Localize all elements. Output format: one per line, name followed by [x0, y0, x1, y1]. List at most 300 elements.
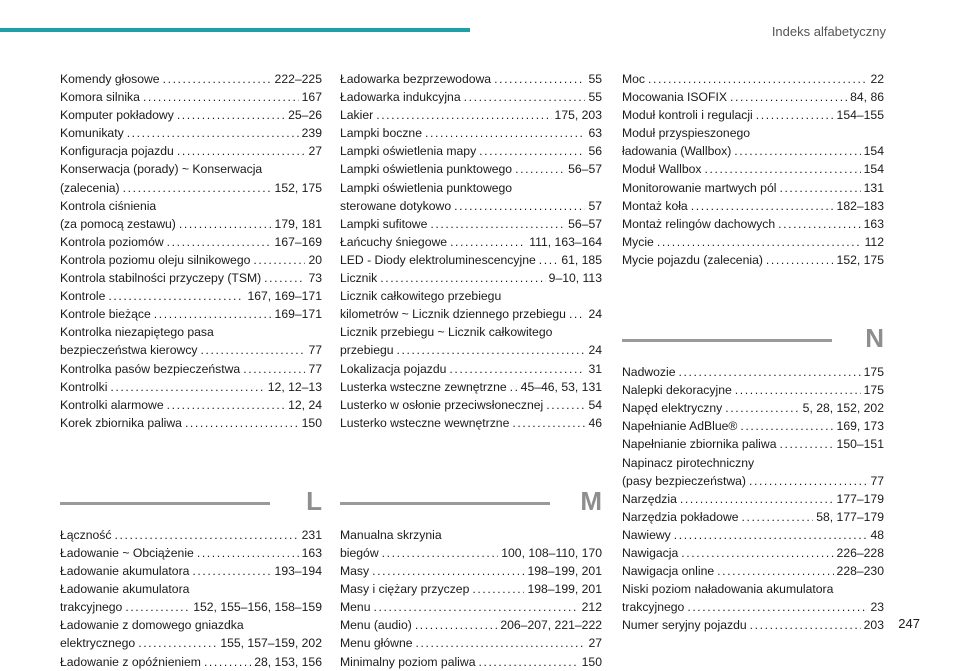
index-entry-pages: 56–57 [568, 162, 602, 177]
index-entry-term: bezpieczeństwa kierowcy [60, 343, 198, 358]
index-entry-term-line: Moduł przyspieszonego [622, 126, 751, 141]
index-entry [622, 435, 884, 453]
index-entry-pages: 12, 12–13 [267, 379, 322, 394]
index-entry-row [622, 179, 884, 197]
index-entry-pages: 154 [863, 162, 884, 177]
dot-leader [372, 562, 524, 580]
dot-leader [478, 653, 578, 671]
dot-leader [376, 106, 551, 124]
index-entry-pages: 63 [588, 126, 602, 141]
index-entry [622, 508, 884, 526]
section-divider [340, 502, 550, 505]
index-entry-row [60, 88, 322, 106]
dot-leader [416, 634, 586, 652]
index-entry-term: Kontrolki alarmowe [60, 397, 164, 412]
dot-leader [154, 305, 272, 323]
index-entry-row [60, 70, 322, 88]
index-entry-row [622, 490, 884, 508]
index-column-2 [340, 70, 602, 671]
index-entry-term: Menu (audio) [340, 618, 412, 633]
index-entry-row [622, 215, 884, 233]
dot-leader [380, 269, 545, 287]
index-entry-pages: 12, 24 [288, 397, 322, 412]
index-entry-row [60, 378, 322, 396]
index-entry [622, 562, 884, 580]
index-entry [340, 287, 602, 323]
index-entry-term: Lusterka wsteczne zewnętrzne [340, 379, 507, 394]
dot-leader [115, 526, 299, 544]
index-entry-pages: 182–183 [836, 198, 884, 213]
index-entry-row [622, 616, 884, 634]
index-entry [622, 580, 884, 616]
index-entry [340, 653, 602, 671]
index-entry-pages: 154–155 [836, 108, 884, 123]
dot-leader [569, 305, 586, 323]
index-entry-row [60, 562, 322, 580]
index-entry-row [340, 598, 602, 616]
index-entry-term: LED - Diody elektroluminescencyjne [340, 252, 536, 267]
index-entry [60, 233, 322, 251]
index-entry-pages: 100, 108–110, 170 [501, 545, 602, 560]
index-entry-row [340, 305, 602, 323]
dot-leader [735, 381, 861, 399]
index-entry [340, 616, 602, 634]
index-entry-term: Lampki sufitowe [340, 216, 428, 231]
index-entry-row [340, 269, 602, 287]
index-entry [340, 88, 602, 106]
index-entry-row [340, 160, 602, 178]
dot-leader [512, 414, 585, 432]
index-entry-term: Moduł kontroli i regulacji [622, 108, 753, 123]
index-entry-pages: 167 [301, 90, 322, 105]
index-entry-term: Komendy głosowe [60, 72, 160, 86]
index-entry-term: Monitorowanie martwych pól [622, 180, 777, 195]
dot-leader [253, 251, 305, 269]
index-entry [340, 251, 602, 269]
index-entry-term: Ładowanie ~ Obciążenie [60, 545, 194, 560]
index-entry [60, 197, 322, 233]
index-entry-term: Napełnianie AdBlue® [622, 419, 738, 434]
index-entry [60, 251, 322, 269]
index-entry-term: Napełnianie zbiornika paliwa [622, 437, 777, 452]
index-entry-term-line: Ładowanie akumulatora [60, 582, 190, 597]
index-entry [622, 399, 884, 417]
index-entry-row [622, 562, 884, 580]
index-entry-term: Komputer pokładowy [60, 108, 174, 123]
index-entry-pages: 222–225 [274, 72, 322, 86]
index-entry [60, 396, 322, 414]
index-entry-row [622, 508, 884, 526]
index-entry-pages: 198–199, 201 [527, 582, 602, 597]
index-entry [60, 360, 322, 378]
index-entry [340, 179, 602, 215]
index-entry [340, 396, 602, 414]
index-entry-term-line: Kontrola ciśnienia [60, 198, 157, 213]
index-entry-pages: 131 [863, 180, 884, 195]
index-entry-term: Napęd elektryczny [622, 401, 723, 416]
index-entry-term: Menu główne [340, 636, 413, 651]
index-entry-row [340, 341, 602, 359]
index-entry-row [60, 179, 322, 197]
index-entry-row [340, 142, 602, 160]
index-entry-term: Nadwozie [622, 365, 676, 380]
index-entry-pages: 31 [588, 361, 602, 376]
index-entry [60, 562, 322, 580]
index-entry-term: Kontrole [60, 289, 106, 304]
dot-leader [681, 544, 833, 562]
index-entry-term: (pasy bezpieczeństwa) [622, 473, 746, 488]
index-entry [340, 414, 602, 432]
index-entry-term: Montaż relingów dachowych [622, 216, 776, 231]
index-entry [60, 323, 322, 359]
index-entry [60, 378, 322, 396]
dot-leader [143, 88, 299, 106]
index-entry [622, 526, 884, 544]
index-entry [60, 88, 322, 106]
index-entry-row [340, 562, 602, 580]
dot-leader [717, 562, 833, 580]
index-entry-row [60, 544, 322, 562]
index-entry [60, 305, 322, 323]
index-entry [60, 160, 322, 196]
index-entry-pages: 24 [588, 307, 602, 322]
index-entry [622, 197, 884, 215]
index-entry-term: kilometrów ~ Licznik dziennego przebiegu [340, 307, 566, 322]
index-entry-term: Minimalny poziom paliwa [340, 654, 476, 669]
index-entry-term: Kontrola poziomów [60, 234, 164, 249]
dot-leader [179, 215, 272, 233]
index-entry [340, 378, 602, 396]
index-entry-row [340, 396, 602, 414]
dot-leader [648, 70, 867, 88]
index-entry-row [340, 88, 602, 106]
index-entry-pages: 203 [863, 618, 884, 633]
index-entry-pages: 152, 175 [274, 180, 322, 195]
index-entry-pages: 61, 185 [561, 252, 602, 267]
dot-leader [464, 88, 586, 106]
index-entry-term: Lampki oświetlenia mapy [340, 144, 477, 159]
dot-leader [766, 251, 834, 269]
index-entry [622, 70, 884, 88]
dot-leader [687, 598, 867, 616]
index-entry-row [60, 414, 322, 432]
index-entry-term: Mycie [622, 234, 654, 249]
index-entry [60, 414, 322, 432]
index-entry-term: Nawigacja [622, 545, 679, 560]
index-entry [60, 616, 322, 652]
index-entry-row [622, 417, 884, 435]
index-entry-row [622, 142, 884, 160]
dot-leader [138, 634, 217, 652]
index-entry-term-line: Manualna skrzynia [340, 527, 442, 542]
dot-leader [734, 142, 860, 160]
index-entry-term: Ładowanie akumulatora [60, 564, 190, 579]
dot-leader [657, 233, 862, 251]
index-entry-row [60, 598, 322, 616]
dot-leader [197, 544, 299, 562]
index-entry [340, 580, 602, 598]
index-entry-row [60, 269, 322, 287]
index-entry-row [60, 106, 322, 124]
index-entry-term: Lusterko w osłonie przeciwsłonecznej [340, 397, 544, 412]
index-entry [340, 106, 602, 124]
index-entry [622, 544, 884, 562]
index-entry-term-line: Niski poziom naładowania akumulatora [622, 582, 834, 597]
index-entry-row [622, 399, 884, 417]
index-entry-row [622, 435, 884, 453]
index-entry-term: Mocowania ISOFIX [622, 90, 727, 105]
index-entry [622, 381, 884, 399]
index-entry-pages: 175 [863, 383, 884, 398]
index-entry-term: Menu [340, 600, 371, 615]
dot-leader [679, 363, 861, 381]
index-entry [60, 580, 322, 616]
index-entry-pages: 22 [870, 72, 884, 86]
index-entry-term: przebiegu [340, 343, 394, 358]
index-entry [340, 634, 602, 652]
index-entry-row [340, 653, 602, 671]
index-entry-row [622, 197, 884, 215]
index-entry-pages: 56 [588, 144, 602, 159]
dot-leader [749, 472, 867, 490]
dot-leader [725, 399, 799, 417]
dot-leader [425, 124, 585, 142]
index-entry-term: Nawiewy [622, 527, 671, 542]
dot-leader [674, 526, 868, 544]
index-entry-row [340, 251, 602, 269]
index-entry [340, 70, 602, 88]
dot-leader [201, 341, 306, 359]
index-entry-term: Korek zbiornika paliwa [60, 415, 182, 430]
header-accent-bar [0, 28, 470, 32]
index-entry-term: Komunikaty [60, 126, 124, 141]
index-entry [340, 562, 602, 580]
dot-leader [204, 653, 251, 671]
dot-leader [479, 142, 585, 160]
index-entry-row [60, 124, 322, 142]
index-entry-term: Kontrola stabilności przyczepy (TSM) [60, 271, 262, 286]
index-entry [340, 598, 602, 616]
index-entry [60, 544, 322, 562]
index-entry-pages: 152, 175 [836, 252, 884, 267]
index-entry [622, 88, 884, 106]
index-entry-pages: 155, 157–159, 202 [220, 636, 322, 651]
index-entry-row [340, 197, 602, 215]
index-entry-pages: 212 [581, 600, 602, 615]
index-entry-term: Komora silnika [60, 90, 140, 105]
index-entry-row [622, 88, 884, 106]
index-entry-row [60, 142, 322, 160]
index-entry-pages: 175 [863, 365, 884, 380]
section-header [60, 484, 322, 520]
index-entry-pages: 231 [301, 527, 322, 542]
index-entry [60, 269, 322, 287]
index-entry [622, 251, 884, 269]
index-entry-row [340, 360, 602, 378]
index-entry-row [622, 106, 884, 124]
index-entry [622, 417, 884, 435]
index-entry-term: Nalepki dekoracyjne [622, 383, 732, 398]
index-entry-pages: 9–10, 113 [548, 271, 602, 286]
index-entry-row [60, 233, 322, 251]
index-entry-term: Lampki oświetlenia punktowego [340, 162, 513, 177]
index-entry [340, 142, 602, 160]
index-entry-pages: 167–169 [274, 234, 322, 249]
index-entry-term: Kontrolka pasów bezpieczeństwa [60, 361, 241, 376]
dot-leader [374, 598, 579, 616]
index-entry [622, 215, 884, 233]
index-entry-term-line: Lampki oświetlenia punktowego [340, 180, 513, 195]
page-number: 247 [898, 616, 920, 631]
index-entry-pages: 239 [301, 126, 322, 141]
index-entry-pages: 163 [863, 216, 884, 231]
dot-leader [123, 179, 272, 197]
dot-leader [750, 616, 861, 634]
dot-leader [691, 197, 834, 215]
index-entry-row [622, 598, 884, 616]
index-entry-term: (za pomocą zestawu) [60, 216, 176, 231]
index-entry-term: Moc [622, 72, 646, 86]
index-entry [622, 179, 884, 197]
index-entry-pages: 152, 155–156, 158–159 [193, 600, 322, 615]
index-entry-term: ładowania (Wallbox) [622, 144, 732, 159]
index-entry [340, 124, 602, 142]
index-entry-term: Ładowanie z opóźnieniem [60, 654, 201, 669]
dot-leader [454, 197, 585, 215]
dot-leader [243, 360, 305, 378]
index-entry [340, 360, 602, 378]
index-entry-pages: 20 [308, 252, 322, 267]
index-entry-term-line: Kontrolka niezapiętego pasa [60, 325, 214, 340]
index-entry-pages: 27 [308, 144, 322, 159]
index-entry-term: Masy [340, 564, 370, 579]
index-entry-pages: 84, 86 [850, 90, 884, 105]
index-entry-pages: 25–26 [288, 108, 322, 123]
index-entry [340, 160, 602, 178]
index-entry-row [622, 233, 884, 251]
index-entry-term: Narzędzia pokładowe [622, 509, 739, 524]
index-entry-pages: 154 [863, 144, 884, 159]
index-entry-pages: 77 [870, 473, 884, 488]
index-entry-pages: 45–46, 53, 131 [520, 379, 602, 394]
index-entry-term-line: Konserwacja (porady) ~ Konserwacja [60, 162, 263, 177]
index-entry-row [622, 526, 884, 544]
index-entry [622, 233, 884, 251]
dot-leader [167, 233, 272, 251]
index-entry-pages: 56–57 [568, 216, 602, 231]
index-entry-pages: 169, 173 [836, 419, 884, 434]
index-entry-row [340, 544, 602, 562]
dot-leader [185, 414, 299, 432]
index-entry-term: Numer seryjny pojazdu [622, 618, 747, 633]
index-entry-term: Mycie pojazdu (zalecenia) [622, 252, 763, 267]
index-entry-pages: 228–230 [836, 564, 884, 579]
dot-leader [680, 490, 834, 508]
index-entry-pages: 58, 177–179 [816, 509, 884, 524]
dot-leader [779, 179, 860, 197]
index-entry-term: biegów [340, 545, 379, 560]
index-entry-row [340, 233, 602, 251]
dot-leader [397, 341, 586, 359]
dot-leader [449, 360, 585, 378]
index-entry-pages: 198–199, 201 [527, 564, 602, 579]
index-entry [60, 70, 322, 88]
dot-leader [177, 142, 306, 160]
dot-leader [778, 215, 861, 233]
index-entry-pages: 77 [308, 343, 322, 358]
index-entry-row [622, 251, 884, 269]
dot-leader [108, 287, 244, 305]
section-letter: N [865, 323, 884, 354]
index-entry-term: Lampki boczne [340, 126, 422, 141]
index-entry-row [340, 124, 602, 142]
index-entry-pages: 193–194 [274, 564, 322, 579]
dot-leader [742, 508, 814, 526]
dot-leader [430, 215, 565, 233]
index-entry-term: Moduł Wallbox [622, 162, 702, 177]
index-entry-row [622, 363, 884, 381]
index-entry-pages: 163 [301, 545, 322, 560]
index-entry-term: Ładowarka bezprzewodowa [340, 72, 492, 86]
index-entry-pages: 150 [301, 415, 322, 430]
index-entry-row [622, 381, 884, 399]
index-entry-term-line: Licznik przebiegu ~ Licznik całkowitego [340, 325, 553, 340]
index-entry-row [60, 526, 322, 544]
index-entry [340, 526, 602, 562]
dot-leader [539, 251, 559, 269]
index-entry-pages: 23 [870, 600, 884, 615]
index-entry-row [60, 251, 322, 269]
dot-leader [415, 616, 498, 634]
dot-leader [163, 70, 272, 88]
index-entry-term: Lokalizacja pojazdu [340, 361, 447, 376]
index-entry [622, 106, 884, 124]
dot-leader [704, 160, 860, 178]
index-entry-pages: 167, 169–171 [247, 289, 322, 304]
index-entry-row [622, 160, 884, 178]
index-entry-row [60, 287, 322, 305]
dot-leader [167, 396, 285, 414]
index-entry-term: elektrycznego [60, 636, 136, 651]
index-entry-pages: 55 [588, 72, 602, 86]
dot-leader [192, 562, 271, 580]
index-entry-pages: 177–179 [836, 491, 884, 506]
index-entry-term: Montaż koła [622, 198, 688, 213]
dot-leader [472, 580, 524, 598]
index-entry [340, 215, 602, 233]
index-entry-term-line: Napinacz pirotechniczny [622, 455, 755, 470]
dot-leader [177, 106, 285, 124]
dot-leader [125, 598, 190, 616]
index-entry-pages: 150 [581, 654, 602, 669]
index-column-3 [622, 70, 884, 634]
dot-leader [264, 269, 305, 287]
index-entry-row [622, 472, 884, 490]
index-entry [340, 269, 602, 287]
index-entry [622, 160, 884, 178]
dot-leader [779, 435, 833, 453]
dot-leader [494, 70, 585, 88]
index-entry-row [340, 70, 602, 88]
index-entry-pages: 111, 163–164 [529, 234, 602, 249]
index-entry-term: Ładowarka indukcyjna [340, 90, 461, 105]
index-entry-row [60, 634, 322, 652]
index-entry-term: trakcyjnego [622, 600, 685, 615]
section-header [622, 321, 884, 357]
index-entry-pages: 226–228 [836, 545, 884, 560]
index-entry-row [340, 215, 602, 233]
dot-leader [450, 233, 526, 251]
